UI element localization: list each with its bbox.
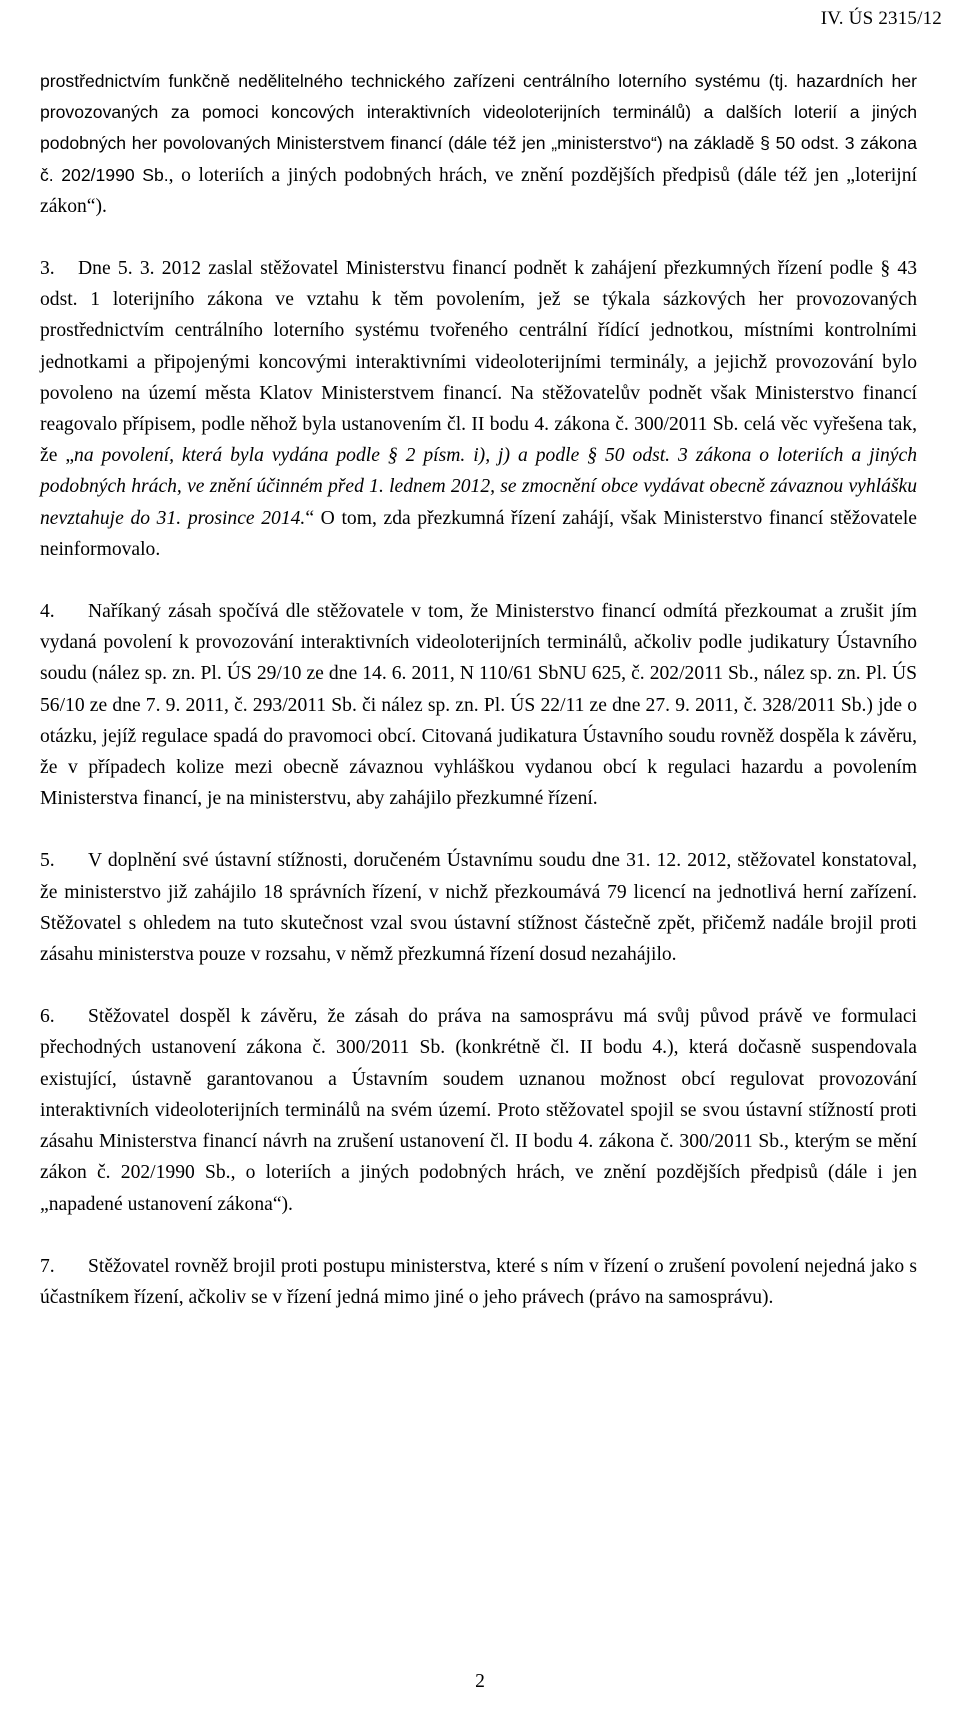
paragraph-7 <box>40 1251 917 1313</box>
page-number: 2 <box>475 1671 485 1692</box>
case-reference: IV. ÚS 2315/12 <box>820 8 942 29</box>
quoted-provision: na povolení, která byla vydána podle § 2 písm. i), j) a podle § 50 odst. 3 zákona o loteriích a jiných podobných hrách, ve znění účinném před 1. lednem 2012, se zmocnění obce vydávat obecně závaznou vyhlášku nevztahuje do 31. prosince 2014. <box>40 445 917 529</box>
paragraph-number: 4. <box>40 601 55 623</box>
paragraph-text: Stěžovatel dospěl k závěru, že zásah do práva na samosprávu má svůj původ právě ve formulaci přechodných ustanovení zákona č. 300/2011 Sb. (konkrétně čl. II bodu 4.), která dočasně suspendovala existující, ústavně garantovanou a Ústavním soudem uznanou možnost obcí regulovat provozování interaktivních videoloterijních terminálů na svém území. Proto stěžovatel spojil se svou ústavní stížností proti zásahu Ministerstva financí návrh na zrušení ustanovení čl. II bodu 4. zákona č. 300/2011 Sb., kterým se mění zákon č. 202/1990 Sb., o loteriích a jiných podobných hrách, ve znění pozdějších předpisů (dále i jen „napadené ustanovení zákona“). <box>40 1006 917 1215</box>
paragraph-4 <box>40 596 917 814</box>
paragraph-number: 7. <box>40 1255 55 1277</box>
paragraph-text-sans: prostřednictvím funkčně nedělitelného technického zařízeni centrálního loterního systému (tj. hazardních her provozovaných za pomoci koncových interaktivních videoloterijních terminálů) a dalších loterií a jiných podobných her povolovaných Ministerstvem financí (dále též jen „ministerstvo“) na základě § 50 odst. 3 zákona č. 202/1990 Sb. <box>40 71 917 185</box>
paragraph-text: “ O tom, zda přezkumná řízení zahájí, však Ministerstvo financí stěžovatele neinformovalo. <box>40 507 917 560</box>
paragraph-3 <box>40 253 917 565</box>
paragraph-number: 5. <box>40 850 55 872</box>
paragraph-number: 6. <box>40 1006 55 1028</box>
document-body <box>40 66 917 1313</box>
paragraph-6 <box>40 1001 917 1219</box>
paragraph-text: , o loteriích a jiných podobných hrách, ve znění pozdějších předpisů (dále též jen „loterijní zákon“). <box>40 164 917 217</box>
paragraph-text: Dne 5. 3. 2012 zaslal stěžovatel Ministerstvu financí podnět k zahájení přezkumných řízení podle § 43 odst. 1 loterijního zákona ve vztahu k těm povolením, jež se týkala sázkových her provozovaných prostřednictvím centrálního loterního systému tvořeného centrální řídící jednotkou, místními kontrolními jednotkami a připojenými koncovými interaktivními videoloterijními terminály, a jejichž provozování bylo povoleno na území města Klatov Ministerstvem financí. Na stěžovatelův podnět však Ministerstvo financí reagovalo přípisem, podle něhož byla ustanovením čl. II bodu 4. zákona č. 300/2011 Sb. celá věc vyřešena tak, že „ <box>40 258 917 467</box>
paragraph-text: Naříkaný zásah spočívá dle stěžovatele v tom, že Ministerstvo financí odmítá přezkoumat a zrušit jím vydaná povolení k provozování interaktivních videoloterijních terminálů, ačkoliv podle judikatury Ústavního soudu (nález sp. zn. Pl. ÚS 29/10 ze dne 14. 6. 2011, N 110/61 SbNU 625, č. 202/2011 Sb., nález sp. zn. Pl. ÚS 56/10 ze dne 7. 9. 2011, č. 293/2011 Sb. či nález sp. zn. Pl. ÚS 22/11 ze dne 27. 9. 2011, č. 328/2011 Sb.) jde o otázku, jejíž regulace spadá do pravomoci obcí. Citovaná judikatura Ústavního soudu rovněž dospěla k závěru, že v případech kolize mezi obecně závaznou vyhláškou vydanou obcí k regulaci hazardu a povolením Ministerstva financí, je na ministerstvu, aby zahájilo přezkumné řízení. <box>40 601 917 810</box>
paragraph-text: Stěžovatel rovněž brojil proti postupu ministerstva, které s ním v řízení o zrušení povolení nejedná jako s účastníkem řízení, ačkoliv se v řízení jedná mimo jiné o jeho právech (právo na samosprávu). <box>40 1255 917 1308</box>
paragraph-5 <box>40 845 917 970</box>
paragraph-text: V doplnění své ústavní stížnosti, doručeném Ústavnímu soudu dne 31. 12. 2012, stěžovatel konstatoval, že ministerstvo již zahájilo 18 správních řízení, v nichž přezkoumává 79 licencí na jednotlivá herní zařízení. Stěžovatel s ohledem na tuto skutečnost vzal svou ústavní stížnost částečně zpět, přičemž nadále brojil proti zásahu ministerstva pouze v rozsahu, v němž přezkumná řízení dosud nezahájilo. <box>40 850 917 966</box>
paragraph-number: 3. <box>40 258 55 280</box>
paragraph-continuation <box>40 66 917 222</box>
